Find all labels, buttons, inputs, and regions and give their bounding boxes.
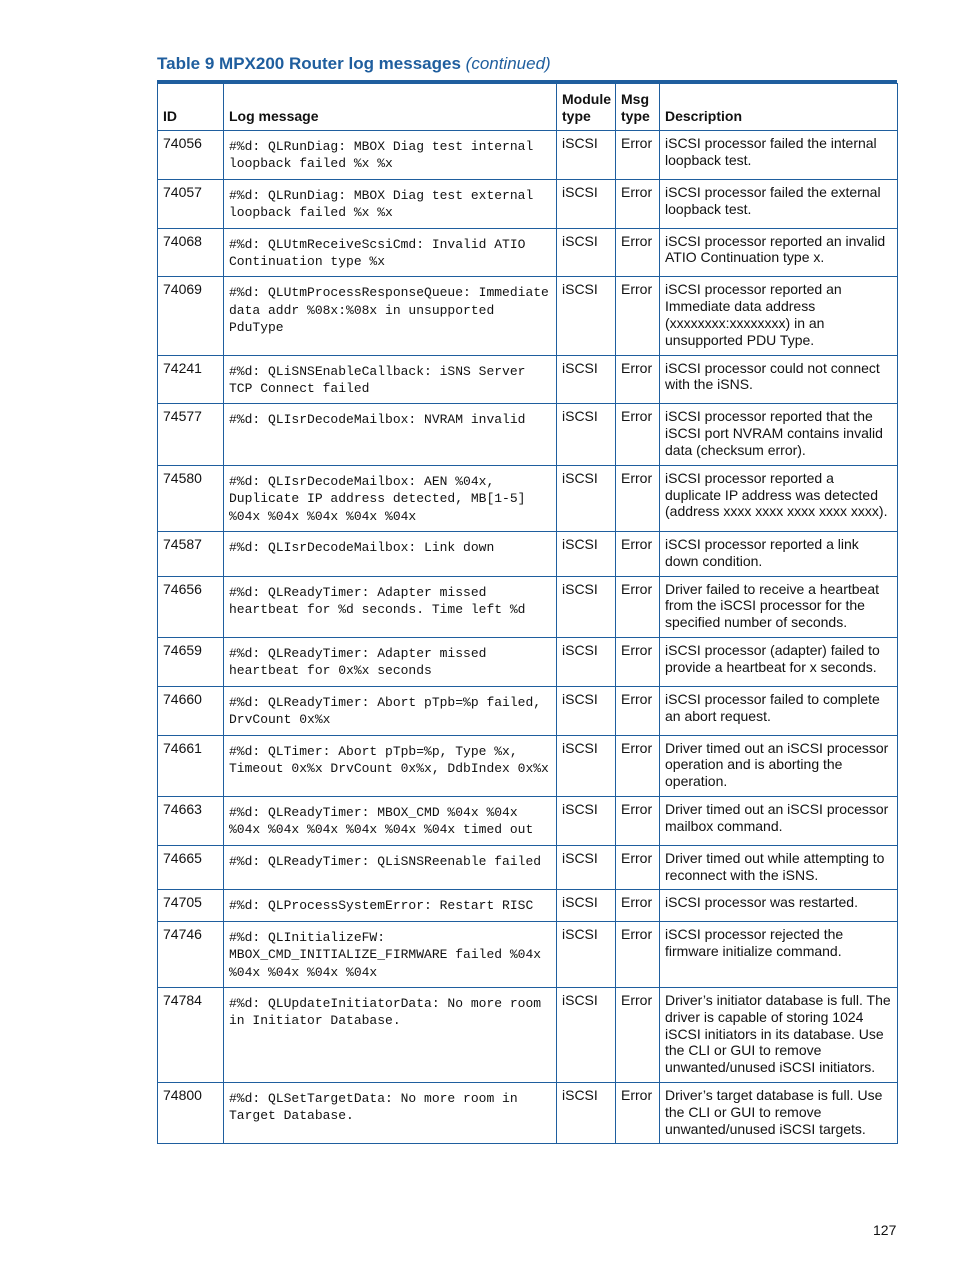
cell-id: 74057 <box>158 179 224 228</box>
cell-description: Driver failed to receive a heartbeat from the iSCSI processor for the specified number of seconds. <box>660 576 898 637</box>
table-row <box>158 1083 898 1144</box>
table-row <box>158 638 898 687</box>
table-row <box>158 845 898 890</box>
cell-msg-type: Error <box>616 465 660 531</box>
cell-id: 74746 <box>158 921 224 987</box>
cell-module-type: iSCSI <box>557 277 616 355</box>
cell-id: 74656 <box>158 576 224 637</box>
header-msg-type: Msg type <box>616 84 660 131</box>
cell-description: Driver timed out an iSCSI processor operation and is aborting the operation. <box>660 735 898 796</box>
cell-msg-type: Error <box>616 845 660 890</box>
cell-id: 74580 <box>158 465 224 531</box>
table-row <box>158 735 898 796</box>
cell-module-type: iSCSI <box>557 686 616 735</box>
cell-log-message: #%d: QLReadyTimer: Adapter missed heartbeat for %d seconds. Time left %d <box>224 576 557 637</box>
table-row <box>158 988 898 1083</box>
cell-msg-type: Error <box>616 890 660 921</box>
cell-id: 74800 <box>158 1083 224 1144</box>
cell-log-message: #%d: QLProcessSystemError: Restart RISC <box>224 890 557 921</box>
cell-description: iSCSI processor was restarted. <box>660 890 898 921</box>
cell-description: iSCSI processor failed to complete an abort request. <box>660 686 898 735</box>
cell-module-type: iSCSI <box>557 845 616 890</box>
cell-description: Driver timed out an iSCSI processor mailbox command. <box>660 797 898 846</box>
table-row <box>158 179 898 228</box>
table-row <box>158 228 898 277</box>
cell-log-message: #%d: QLIsrDecodeMailbox: AEN %04x, Duplicate IP address detected, MB[1-5] %04x %04x %04x %04x %04x <box>224 465 557 531</box>
cell-msg-type: Error <box>616 179 660 228</box>
cell-log-message: #%d: QLReadyTimer: QLiSNSReenable failed <box>224 845 557 890</box>
cell-module-type: iSCSI <box>557 532 616 577</box>
cell-log-message: #%d: QLReadyTimer: MBOX_CMD %04x %04x %04x %04x %04x %04x %04x %04x timed out <box>224 797 557 846</box>
cell-msg-type: Error <box>616 131 660 180</box>
cell-msg-type: Error <box>616 404 660 465</box>
header-description: Description <box>660 84 898 131</box>
cell-log-message: #%d: QLRunDiag: MBOX Diag test external loopback failed %x %x <box>224 179 557 228</box>
cell-module-type: iSCSI <box>557 797 616 846</box>
cell-module-type: iSCSI <box>557 465 616 531</box>
cell-module-type: iSCSI <box>557 1083 616 1144</box>
cell-id: 74056 <box>158 131 224 180</box>
table-row <box>158 277 898 355</box>
cell-description: iSCSI processor reported an invalid ATIO Continuation type x. <box>660 228 898 277</box>
cell-log-message: #%d: QLIsrDecodeMailbox: Link down <box>224 532 557 577</box>
cell-log-message: #%d: QLReadyTimer: Adapter missed heartbeat for 0x%x seconds <box>224 638 557 687</box>
cell-description: iSCSI processor reported a link down condition. <box>660 532 898 577</box>
table-header-row <box>158 84 898 131</box>
log-messages-table <box>157 83 898 1144</box>
cell-msg-type: Error <box>616 277 660 355</box>
cell-msg-type: Error <box>616 1083 660 1144</box>
cell-log-message: #%d: QLRunDiag: MBOX Diag test internal loopback failed %x %x <box>224 131 557 180</box>
cell-msg-type: Error <box>616 735 660 796</box>
cell-description: iSCSI processor rejected the firmware initialize command. <box>660 921 898 987</box>
header-id: ID <box>158 84 224 131</box>
cell-msg-type: Error <box>616 921 660 987</box>
header-log-message: Log message <box>224 84 557 131</box>
cell-description: iSCSI processor (adapter) failed to provide a heartbeat for x seconds. <box>660 638 898 687</box>
cell-module-type: iSCSI <box>557 179 616 228</box>
table-row <box>158 921 898 987</box>
cell-log-message: #%d: QLUpdateInitiatorData: No more room in Initiator Database. <box>224 988 557 1083</box>
cell-log-message: #%d: QLSetTargetData: No more room in Target Database. <box>224 1083 557 1144</box>
cell-id: 74577 <box>158 404 224 465</box>
table-caption-title: Table 9 MPX200 Router log messages <box>157 54 461 73</box>
cell-msg-type: Error <box>616 532 660 577</box>
cell-module-type: iSCSI <box>557 921 616 987</box>
page-number: 127 <box>873 1222 897 1238</box>
cell-module-type: iSCSI <box>557 131 616 180</box>
cell-description: iSCSI processor reported a duplicate IP address was detected (address xxxx xxxx xxxx xxxx xxxx). <box>660 465 898 531</box>
cell-id: 74663 <box>158 797 224 846</box>
cell-log-message: #%d: QLUtmReceiveScsiCmd: Invalid ATIO Continuation type %x <box>224 228 557 277</box>
cell-description: iSCSI processor reported an Immediate data address (xxxxxxxx:xxxxxxxx) in an unsupported PDU Type. <box>660 277 898 355</box>
cell-log-message: #%d: QLIsrDecodeMailbox: NVRAM invalid <box>224 404 557 465</box>
cell-module-type: iSCSI <box>557 355 616 404</box>
table-row <box>158 890 898 921</box>
cell-description: Driver timed out while attempting to reconnect with the iSNS. <box>660 845 898 890</box>
cell-log-message: #%d: QLInitializeFW: MBOX_CMD_INITIALIZE_FIRMWARE failed %04x %04x %04x %04x %04x <box>224 921 557 987</box>
table-row <box>158 465 898 531</box>
cell-module-type: iSCSI <box>557 638 616 687</box>
cell-log-message: #%d: QLiSNSEnableCallback: iSNS Server TCP Connect failed <box>224 355 557 404</box>
cell-log-message: #%d: QLReadyTimer: Abort pTpb=%p failed, DrvCount 0x%x <box>224 686 557 735</box>
cell-module-type: iSCSI <box>557 576 616 637</box>
cell-log-message: #%d: QLTimer: Abort pTpb=%p, Type %x, Timeout 0x%x DrvCount 0x%x, DdbIndex 0x%x <box>224 735 557 796</box>
table-caption-continued: (continued) <box>465 54 551 73</box>
cell-id: 74069 <box>158 277 224 355</box>
cell-description: iSCSI processor reported that the iSCSI port NVRAM contains invalid data (checksum error). <box>660 404 898 465</box>
table-row <box>158 576 898 637</box>
cell-module-type: iSCSI <box>557 988 616 1083</box>
table-row <box>158 686 898 735</box>
cell-msg-type: Error <box>616 988 660 1083</box>
cell-description: Driver’s initiator database is full. The driver is capable of storing 1024 iSCSI initiators in its database. Use the CLI or GUI to remove unwanted/unused iSCSI initiators. <box>660 988 898 1083</box>
cell-msg-type: Error <box>616 686 660 735</box>
cell-msg-type: Error <box>616 576 660 637</box>
cell-id: 74659 <box>158 638 224 687</box>
cell-id: 74660 <box>158 686 224 735</box>
table-row <box>158 532 898 577</box>
cell-msg-type: Error <box>616 797 660 846</box>
cell-id: 74661 <box>158 735 224 796</box>
cell-id: 74705 <box>158 890 224 921</box>
cell-msg-type: Error <box>616 228 660 277</box>
cell-id: 74784 <box>158 988 224 1083</box>
cell-msg-type: Error <box>616 355 660 404</box>
cell-description: iSCSI processor failed the internal loopback test. <box>660 131 898 180</box>
cell-id: 74241 <box>158 355 224 404</box>
cell-module-type: iSCSI <box>557 404 616 465</box>
cell-id: 74068 <box>158 228 224 277</box>
table-row <box>158 797 898 846</box>
cell-description: Driver’s target database is full. Use the CLI or GUI to remove unwanted/unused iSCSI targets. <box>660 1083 898 1144</box>
cell-module-type: iSCSI <box>557 890 616 921</box>
cell-id: 74665 <box>158 845 224 890</box>
header-module-type: Module type <box>557 84 616 131</box>
table-row <box>158 355 898 404</box>
cell-msg-type: Error <box>616 638 660 687</box>
table-caption <box>157 54 551 74</box>
cell-description: iSCSI processor could not connect with the iSNS. <box>660 355 898 404</box>
cell-description: iSCSI processor failed the external loopback test. <box>660 179 898 228</box>
table-row <box>158 404 898 465</box>
cell-id: 74587 <box>158 532 224 577</box>
cell-module-type: iSCSI <box>557 228 616 277</box>
cell-module-type: iSCSI <box>557 735 616 796</box>
table-row <box>158 131 898 180</box>
cell-log-message: #%d: QLUtmProcessResponseQueue: Immediate data addr %08x:%08x in unsupported PduType <box>224 277 557 355</box>
